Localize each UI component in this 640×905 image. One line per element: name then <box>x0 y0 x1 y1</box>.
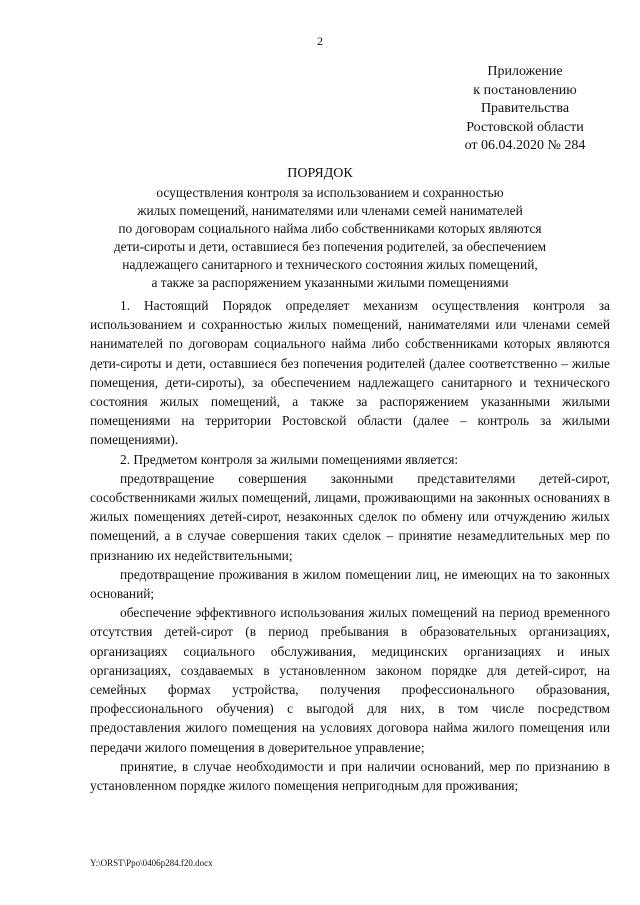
page-number: 2 <box>317 34 323 48</box>
subtitle-line: а также за распоряжением указанными жилыми помещениями <box>151 275 509 290</box>
appendix-line: Правительства <box>480 101 570 116</box>
appendix-line: Приложение <box>487 64 563 79</box>
subtitle-line: жилых помещений, нанимателями или членами семей нанимателей <box>137 203 523 218</box>
subtitle-line: по договорам социального найма либо собственниками которых являются <box>118 221 542 236</box>
paragraph: 2. Предметом контроля за жилыми помещениями является: <box>120 451 459 467</box>
paragraph: принятие, в случае необходимости и при наличии оснований, мер по признанию в установленном порядке жилого помещения непригодным для проживания; <box>90 758 610 794</box>
appendix-line: от 06.04.2020 № 284 <box>464 138 586 153</box>
paragraph: 1. Настоящий Порядок определяет механизм осуществления контроля за использованием и сохранностью жилых помещений, нанимателями или членами семей нанимателей по договорам социального найма либо собственниками которых являются дети-сироты и дети, оставшиеся без попечения родителей (далее соответственно – жилые помещения, дети-сироты), за обеспечением надлежащего санитарного и технического состояния жилых помещений, а также за распоряжением указанными жилыми помещениями на территории Ростовской области (далее – контроль за жилыми помещениями). <box>90 298 610 448</box>
file-path-footer: Y:\ORST\Ppo\0406p284.f20.docx <box>90 858 213 868</box>
appendix-header <box>440 63 610 156</box>
document-subtitle <box>100 184 560 292</box>
subtitle-line: осуществления контроля за использованием и сохранностью <box>156 185 504 200</box>
appendix-line: Ростовской области <box>466 119 584 135</box>
paragraph: обеспечение эффективного использования жилых помещений на период временного отсутствия детей-сирот (в период пребывания в образовательных организациях, организациях социального обслуживания, медицинских организациях и иных организациях, создаваемых в установленном законом порядке для детей-сирот, на семейных формах устройства, получения профессионального образования, профессионального обучения) с выгодой для них, в том числе посредством предоставления жилого помещения на условиях договора найма жилого помещения или передачи жилого помещения в доверительное управление; <box>90 605 610 755</box>
subtitle-line: надлежащего санитарного и технического состояния жилых помещений, <box>122 257 538 272</box>
paragraph: предотвращение проживания в жилом помещении лиц, не имеющих на то законных оснований; <box>90 566 610 602</box>
appendix-line: к постановлению <box>473 82 577 98</box>
document-body <box>90 296 610 795</box>
subtitle-line: дети-сироты и дети, оставшиеся без попечения родителей, за обеспечением <box>113 239 547 254</box>
document-title: ПОРЯДОК <box>287 166 353 181</box>
paragraph: предотвращение совершения законными представителями детей-сирот, сособственниками жилых помещений, лицами, проживающими на законных основаниях в жилых помещениях детей-сирот, незаконных сделок по обмену или отчуждению жилых помещений, а в случае совершения таких сделок – принятие незамедлительных мер по признанию их недействительными; <box>90 470 610 563</box>
